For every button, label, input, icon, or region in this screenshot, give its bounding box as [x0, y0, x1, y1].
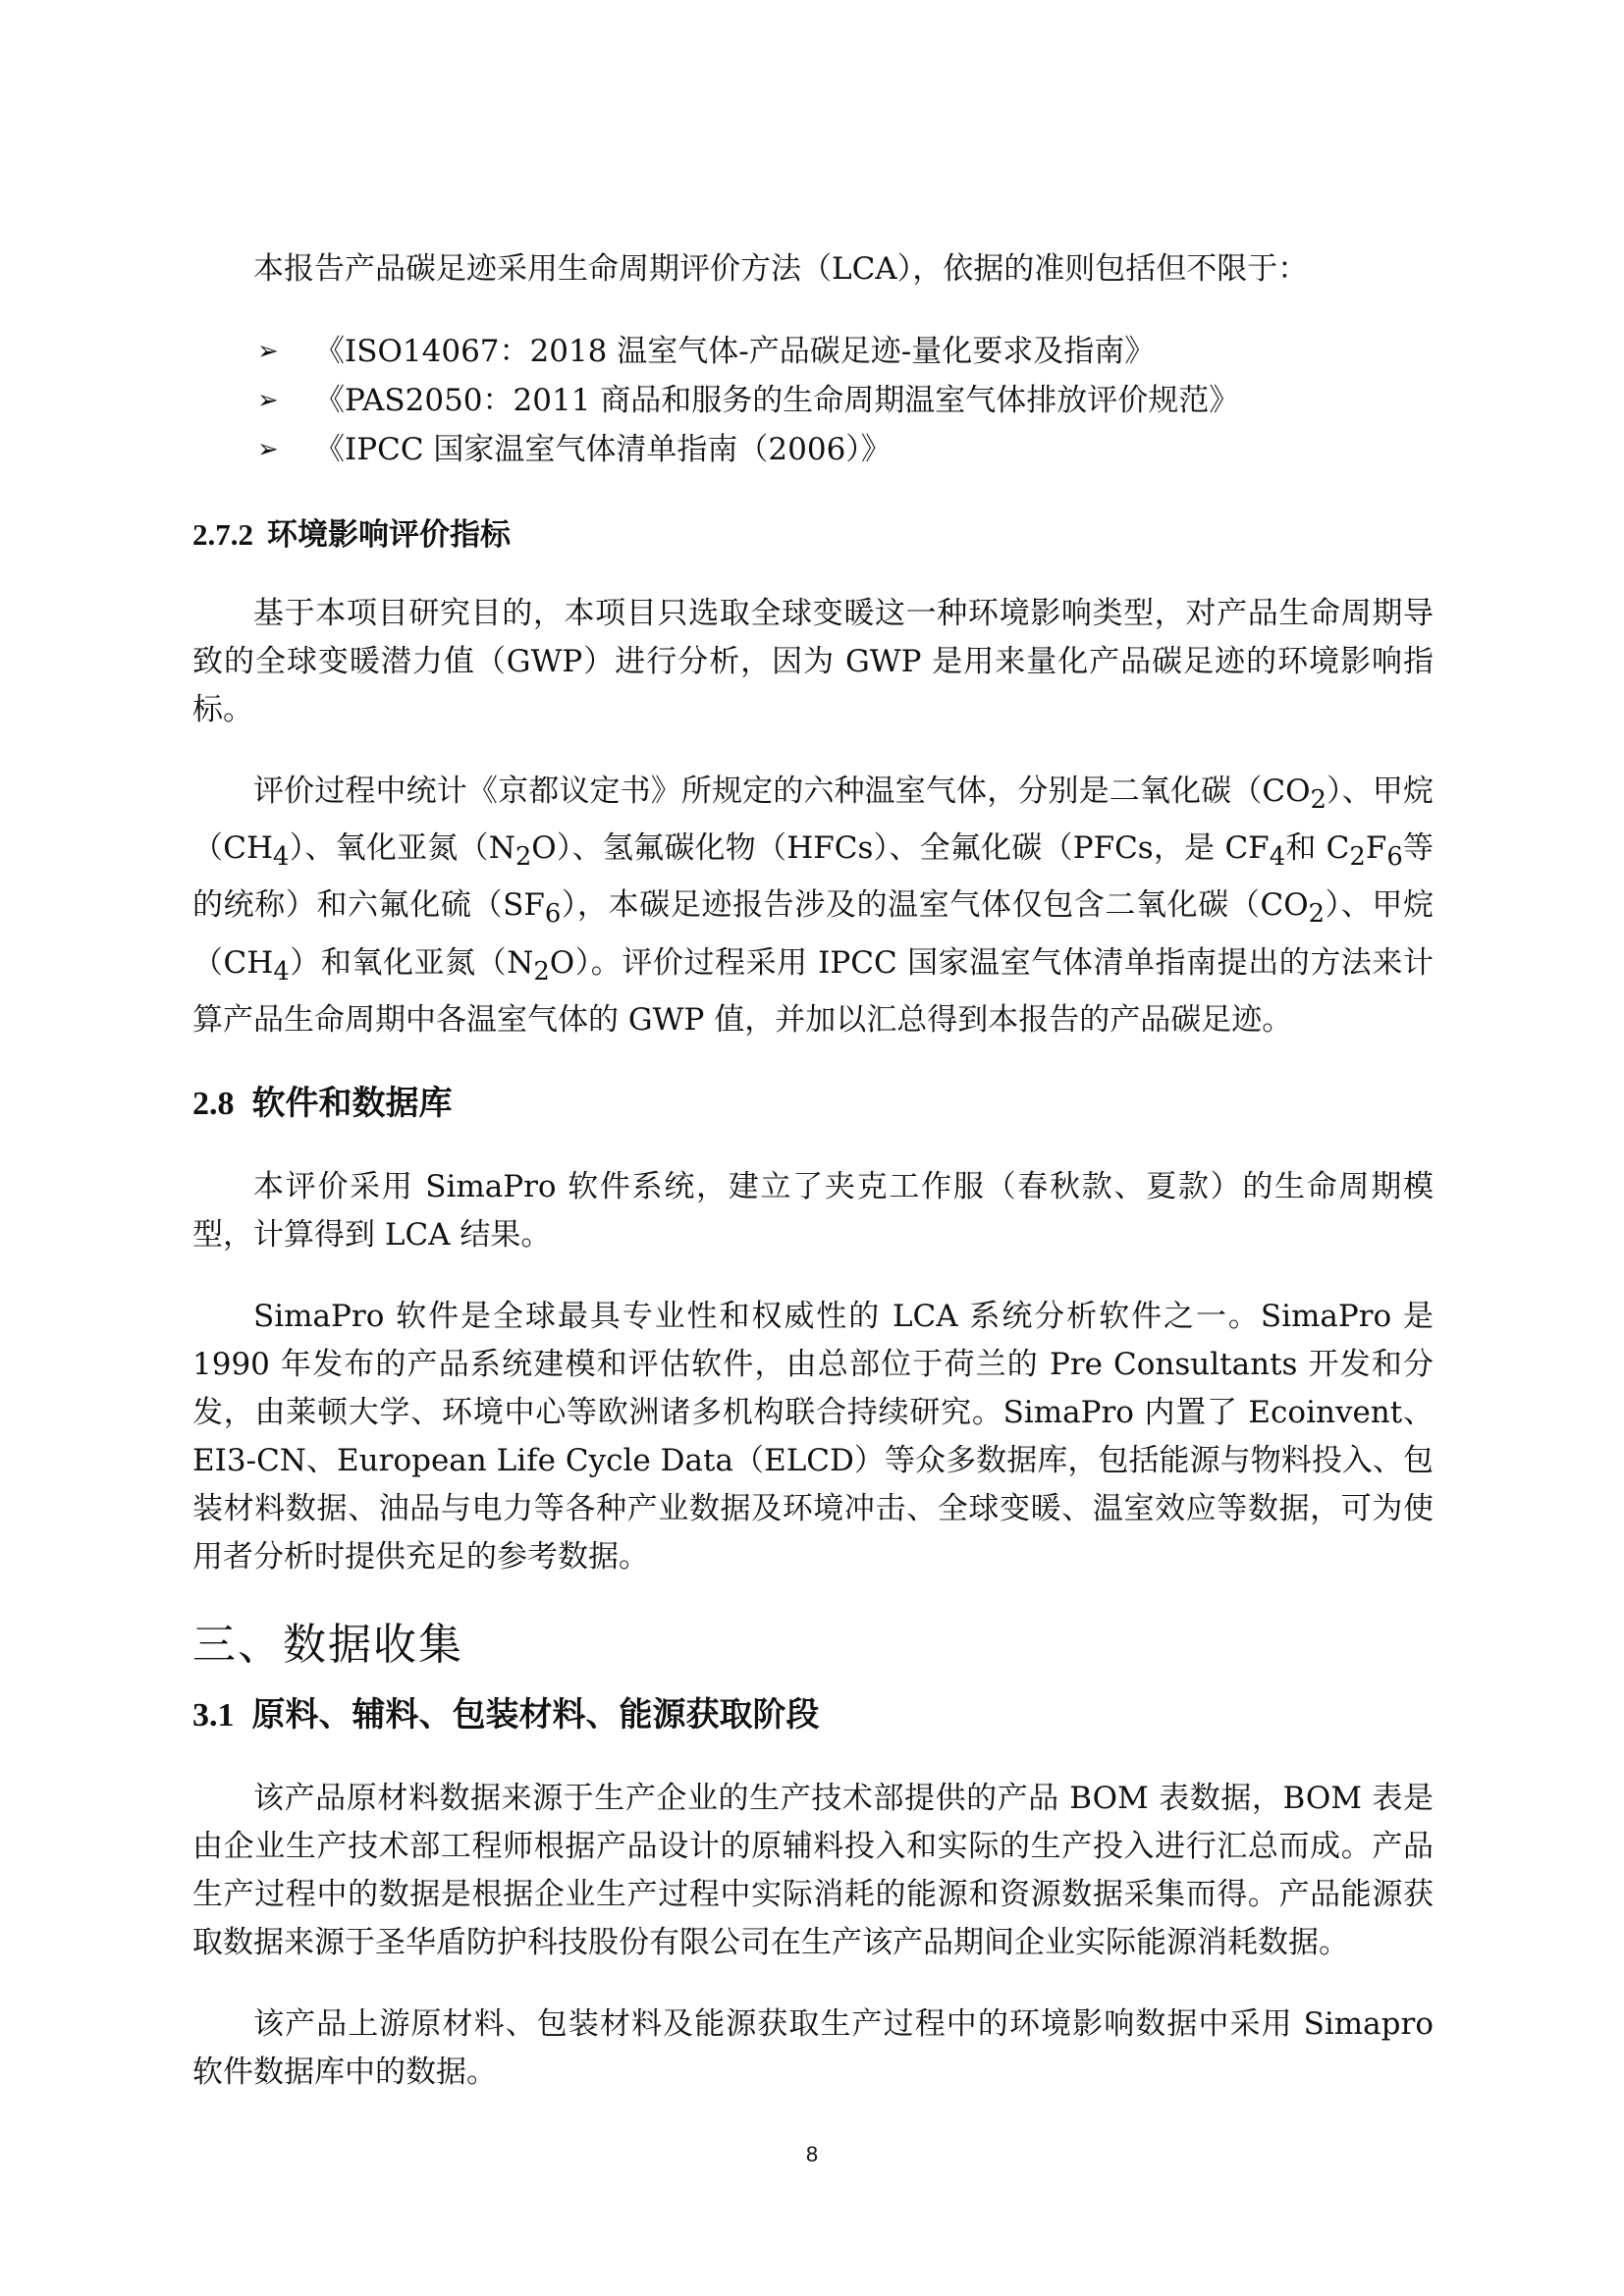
section-heading-3-1: 3.1 原料、辅料、包装材料、能源获取阶段 — [192, 1694, 820, 1735]
paragraph-greenhouse-gases: 评价过程中统计《京都议定书》所规定的六种温室气体，分别是二氧化碳$(CO_2)$、甲烷$(CH_4)$、氧化亚氮$(N_2O)$、氢氟碳化物（HFCs）、全氟化碳（PFCs，是 $CF_4$和 $C_2F_6$等的统称）和六氟化硫$(SF_6)$，本碳足迹报告涉及的温室气体仅包含二氧化碳$(CO_2)$、甲烷$(CH_4)$和氧化亚氮$(N_2O)$。评价过程采用 IPCC 国家温室气体清单指南提出的方法来计算产品生命周期中各温室气体的 GWP 值，并加以汇总得到本报告的产品碳足迹。 — [192, 774, 1435, 1038]
list-item: ➢ 《IPCC 国家温室气体清单指南（2006）》 — [192, 425, 1434, 474]
paragraph-upstream-data: 该产品上游原材料、包装材料及能源获取生产过程中的环境影响数据中采用 Simapro 软件数据库中的数据。 — [192, 2005, 1434, 2090]
list-item: ➢ 《PAS2050：2011 商品和服务的生命周期温室气体排放评价规范》 — [192, 376, 1434, 425]
chapter-heading-3: 三、数据收集 — [192, 1619, 463, 1670]
paragraph-simapro-model: 本评价采用 SimaPro 软件系统，建立了夹克工作服（春秋款、夏款）的生命周期模型，计算得到 LCA 结果。 — [192, 1168, 1434, 1253]
arrow-right-icon: ➢ — [257, 337, 279, 366]
intro-paragraph: 本报告产品碳足迹采用生命周期评价方法（LCA），依据的准则包括但不限于： — [253, 251, 1309, 287]
page-number: 8 — [805, 2142, 819, 2166]
arrow-right-icon: ➢ — [257, 386, 279, 415]
arrow-right-icon: ➢ — [257, 435, 279, 464]
paragraph-gwp: 基于本项目研究目的，本项目只选取全球变暖这一种环境影响类型，对产品生命周期导致的全球变暖潜力值（GWP）进行分析，因为 GWP 是用来量化产品碳足迹的环境影响指标。 — [192, 596, 1434, 727]
section-heading-2-7-2: 2.7.2 环境影响评价指标 — [192, 517, 511, 553]
document-body — [192, 245, 1434, 2097]
paragraph-bom-data: 该产品原材料数据来源于生产企业的生产技术部提供的产品 BOM 表数据，BOM 表是由企业生产技术部工程师根据产品设计的原辅料投入和实际的生产投入进行汇总而成。产品生产过程中的数据是根据企业生产过程中实际消耗的能源和资源数据采集而得。产品能源获取数据来源于圣华盾防护科技股份有限公司在生产该产品期间企业实际能源消耗数据。 — [192, 1780, 1434, 1960]
section-heading-2-8: 2.8 软件和数据库 — [192, 1083, 453, 1123]
paragraph-simapro-description: SimaPro 软件是全球最具专业性和权威性的 LCA 系统分析软件之一。SimaPro 是 1990 年发布的产品系统建模和评估软件，由总部位于荷兰的 Pre Consultants 开发和分发，由莱顿大学、环境中心等欧洲诸多机构联合持续研究。SimaPro 内置了 Ecoinvent、EI3-CN、European Life Cycle Data（ELCD）等众多数据库，包括能源与物料投入、包装材料数据、油品与电力等各种产业数据及环境冲击、全球变暖、温室效应等数据，可为使用者分析时提供充足的参考数据。 — [192, 1298, 1434, 1575]
standards-list — [192, 327, 1434, 474]
list-item: ➢ 《ISO14067：2018 温室气体-产品碳足迹-量化要求及指南》 — [192, 327, 1434, 376]
